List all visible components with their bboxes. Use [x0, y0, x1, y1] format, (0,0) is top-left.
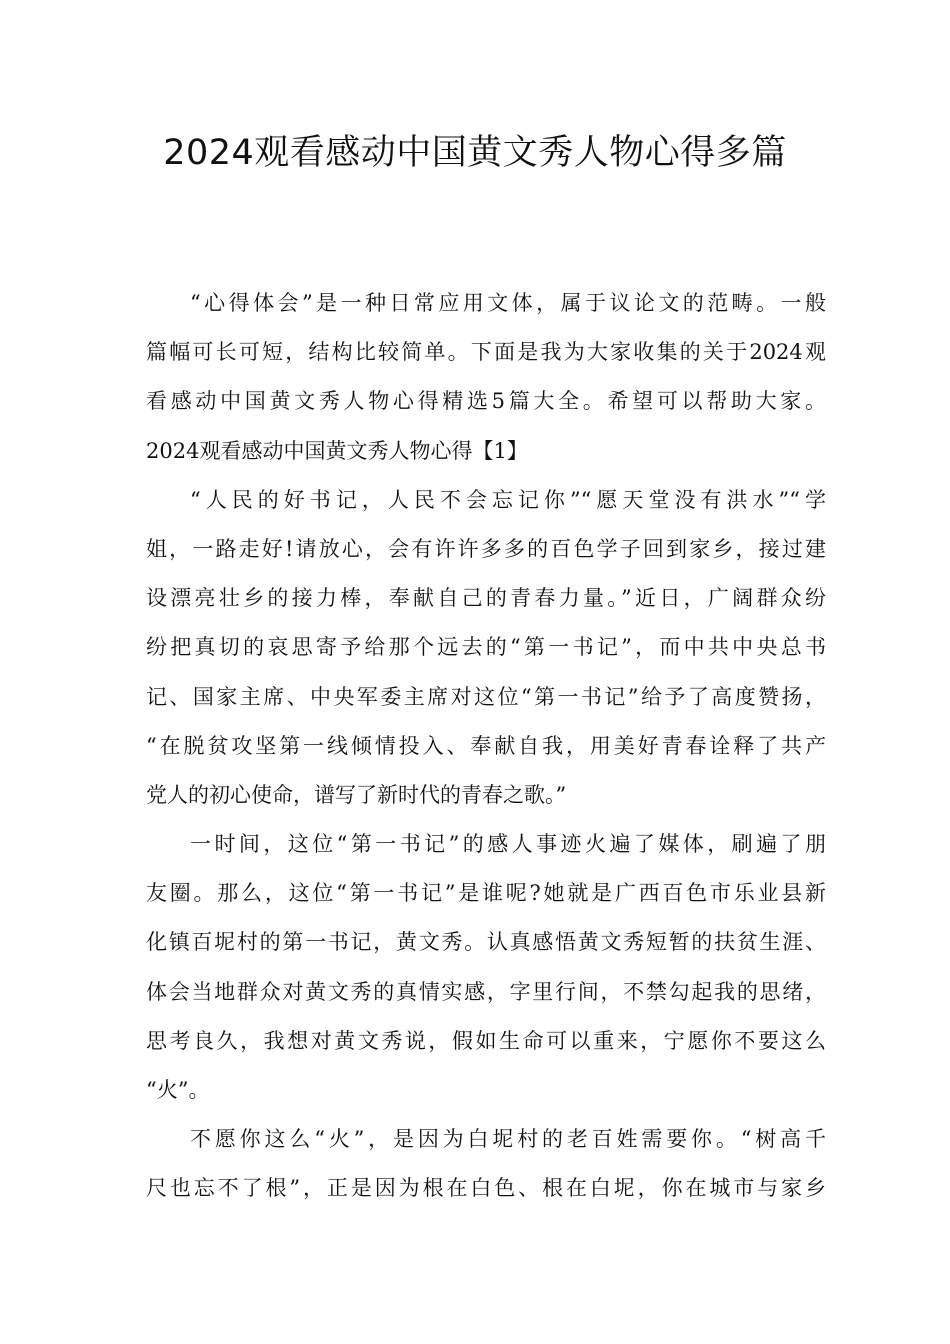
body-line: 体会当地群众对黄文秀的真情实感，字里行间，不禁勾起我的思绪，: [146, 979, 826, 1004]
body-line: 篇幅可长可短，结构比较简单。下面是我为大家收集的关于2024观: [146, 340, 826, 365]
body-line: 一时间，这位“第一书记”的感人事迹火遍了媒体，刷遍了朋: [190, 832, 826, 857]
document-body: [146, 279, 826, 1214]
body-line: 化镇百坭村的第一书记，黄文秀。认真感悟黄文秀短暂的扶贫生涯、: [146, 930, 826, 955]
body-line: “人民的好书记，人民不会忘记你”“愿天堂没有洪水”“学: [190, 487, 826, 512]
body-line: 看感动中国黄文秀人物心得精选5篇大全。希望可以帮助大家。: [146, 389, 826, 414]
body-line: “心得体会”是一种日常应用文体，属于议论文的范畴。一般: [190, 291, 826, 315]
body-line: “在脱贫攻坚第一线倾情投入、奉献自我，用美好青春诠释了共产: [146, 733, 826, 758]
body-line: 设漂亮壮乡的接力棒，奉献自己的青春力量。”近日，广阔群众纷: [146, 586, 826, 611]
body-line: 党人的初心使命，谱写了新时代的青春之歌。”: [146, 782, 567, 807]
body-line: 友圈。那么，这位“第一书记”是谁呢?她就是广西百色市乐业县新: [146, 881, 826, 906]
body-line: 尺也忘不了根”，正是因为根在白色、根在白坭，你在城市与家乡: [146, 1176, 826, 1201]
body-line: 思考良久，我想对黄文秀说，假如生命可以重来，宁愿你不要这么: [146, 1028, 826, 1053]
body-line: 不愿你这么“火”，是因为白坭村的老百姓需要你。“树高千: [190, 1127, 826, 1152]
body-line: 纷把真切的哀思寄予给那个远去的“第一书记”，而中共中央总书: [146, 635, 826, 660]
body-line: “火”。: [146, 1078, 210, 1102]
document-title: 2024观看感动中国黄文秀人物心得多篇: [163, 133, 787, 173]
body-line: 记、国家主席、中央军委主席对这位“第一书记”给予了高度赞扬，: [146, 684, 826, 709]
body-line: 2024观看感动中国黄文秀人物心得【1】: [146, 438, 528, 463]
body-line: 姐，一路走好!请放心，会有许许多多的百色学子回到家乡，接过建: [146, 536, 826, 561]
